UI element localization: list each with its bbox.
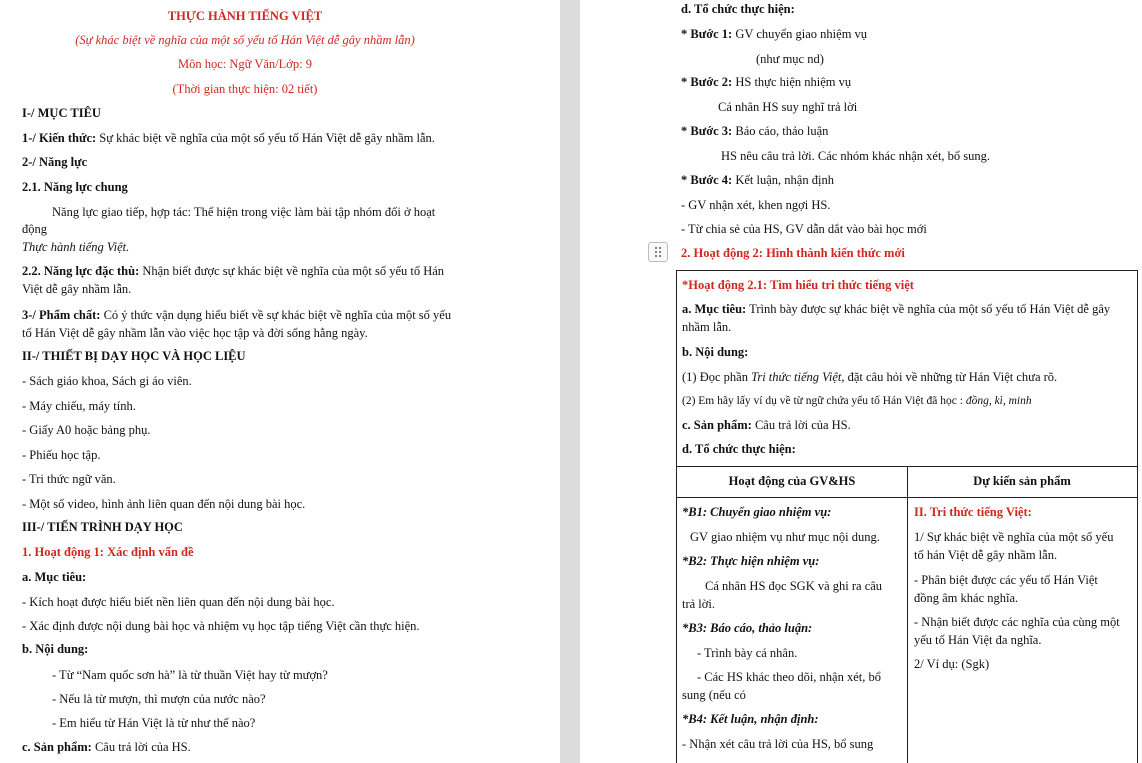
- content-item: - Nếu là từ mượn, thì mượn của nước nào?: [52, 692, 266, 706]
- step-1-text: GV chuyển giao nhiệm vụ: [732, 27, 868, 41]
- general-text-1: Năng lực giao tiếp, hợp tác: Thể hiện trong việc làm bài tập nhóm đối ở hoạt: [52, 205, 436, 219]
- doc-subject: Môn học: Ngữ Văn/Lớp: 9: [178, 57, 312, 71]
- box-content-1-part: (1) Đọc phần: [682, 370, 752, 384]
- step-1-label: * Bước 1:: [681, 27, 733, 41]
- knowledge-label: 1-/ Kiến thức:: [22, 131, 97, 145]
- table-b1-text: GV giao nhiệm vụ như mục nội dung.: [690, 530, 880, 544]
- box-content-2-part: (2) Em hãy lấy ví dụ về từ ngữ chứa yếu tố Hán Việt đã học :: [682, 395, 966, 407]
- step-3-label: * Bước 3:: [681, 124, 733, 138]
- table-b1-label: *B1: Chuyển giao nhiệm vụ:: [682, 505, 832, 519]
- heading-equipment: II-/ THIẾT BỊ DẠY HỌC VÀ HỌC LIỆU: [22, 349, 246, 363]
- page-gap: [560, 0, 580, 763]
- step-1-sub: (như mục nd): [756, 52, 824, 66]
- knowledge-line: [22, 131, 435, 145]
- aim-item: - Xác định được nội dung bài học và nhiệm vụ học tập tiếng Việt cần thực hiện.: [22, 619, 420, 633]
- heading-competence: 2-/ Năng lực: [22, 155, 88, 169]
- table-b2-text: Cá nhân HS đọc SGK và ghi ra câu: [705, 579, 883, 593]
- table-b4-label: *B4: Kết luận, nhận định:: [682, 712, 819, 726]
- box-heading-organize: d. Tổ chức thực hiện:: [682, 442, 796, 456]
- doc-duration: (Thời gian thực hiện: 02 tiết): [172, 82, 318, 96]
- table-knowledge-text: đồng âm khác nghĩa.: [914, 591, 1019, 605]
- equipment-item: - Một số video, hình ảnh liên quan đến nội dung bài học.: [22, 497, 306, 511]
- box-content-1-part: , đặt câu hỏi về những từ Hán Việt chưa rõ.: [841, 370, 1058, 384]
- document-page-right: [580, 0, 1142, 763]
- equipment-item: - Giấy A0 hoặc bảng phụ.: [22, 423, 151, 437]
- step-4-line: [681, 173, 834, 187]
- box-aim-line-1: [682, 302, 1110, 316]
- conclusion-item: - GV nhận xét, khen ngợi HS.: [681, 198, 831, 212]
- heading-general-competence: 2.1. Năng lực chung: [22, 180, 128, 194]
- box-product-text: Câu trả lời của HS.: [751, 418, 851, 432]
- step-4-label: * Bước 4:: [681, 173, 733, 187]
- heading-activity-1: 1. Hoạt động 1: Xác định vấn đề: [22, 545, 194, 559]
- general-text-3: Thực hành tiếng Việt.: [22, 240, 130, 254]
- knowledge-text: Sự khác biệt về nghĩa của một số yếu tố Hán Việt dễ gây nhầm lẫn.: [96, 131, 435, 145]
- table-knowledge-heading: II. Tri thức tiếng Việt:: [914, 505, 1032, 519]
- equipment-item: - Máy chiếu, máy tính.: [22, 399, 136, 413]
- specific-label: 2.2. Năng lực đặc thù:: [22, 264, 140, 278]
- heading-process: III-/ TIẾN TRÌNH DẠY HỌC: [22, 520, 183, 534]
- heading-objectives: I-/ MỤC TIÊU: [22, 106, 101, 120]
- document-page-left: [0, 0, 560, 763]
- content-item: - Từ “Nam quốc sơn hà” là từ thuần Việt hay từ mượn?: [52, 668, 328, 682]
- table-b3-text: sung (nếu có: [682, 688, 746, 702]
- box-content-2: [682, 394, 1032, 408]
- heading-content: b. Nội dung:: [22, 642, 89, 656]
- equipment-item: - Phiếu học tập.: [22, 448, 101, 462]
- box-aim-text: Trình bày được sự khác biệt về nghĩa của một số yếu tố Hán Việt dễ gây: [746, 302, 1111, 316]
- heading-activity-2: 2. Hoạt động 2: Hình thành kiến thức mới: [681, 246, 905, 260]
- content-item: - Em hiểu từ Hán Việt là từ như thế nào?: [52, 716, 256, 730]
- product-label: c. Sản phẩm:: [22, 740, 92, 754]
- table-knowledge-text: - Nhận biết được các nghĩa của cùng một: [914, 615, 1120, 629]
- step-1-line: [681, 27, 867, 41]
- specific-text: Nhận biết được sự khác biệt về nghĩa của một số yếu tố Hán: [139, 264, 445, 278]
- box-product-label: c. Sản phẩm:: [682, 418, 752, 432]
- product-line: [22, 740, 191, 754]
- box-product-line: [682, 418, 851, 432]
- table-knowledge-text: yếu tố Hán Việt đa nghĩa.: [914, 633, 1042, 647]
- quality-line-1: [22, 308, 451, 322]
- box-content-2-italic: đồng, kì, minh: [965, 395, 1032, 407]
- step-2-label: * Bước 2:: [681, 75, 733, 89]
- equipment-item: - Sách giáo khoa, Sách gi áo viên.: [22, 374, 192, 388]
- step-2-line: [681, 75, 851, 89]
- aim-item: - Kích hoạt được hiểu biết nền liên quan đến nội dung bài học.: [22, 595, 335, 609]
- box-heading-content: b. Nội dung:: [682, 345, 749, 359]
- specific-line-1: [22, 264, 444, 278]
- box-aim-label: a. Mục tiêu:: [682, 302, 747, 316]
- step-2-text: HS thực hiện nhiệm vụ: [732, 75, 852, 89]
- step-4-text: Kết luận, nhận định: [732, 173, 834, 187]
- table-example-text: 2/ Ví dụ: (Sgk): [914, 657, 990, 671]
- table-b3-text: - Các HS khác theo dõi, nhận xét, bổ: [697, 670, 881, 684]
- heading-activity-2-1: *Hoạt động 2.1: Tìm hiểu tri thức tiếng việt: [682, 278, 914, 292]
- step-3-text: Báo cáo, thảo luận: [732, 124, 829, 138]
- table-column-divider: [907, 466, 908, 763]
- drag-handle-icon[interactable]: [648, 242, 668, 262]
- step-3-sub: HS nêu câu trả lời. Các nhóm khác nhận xét, bổ sung.: [721, 149, 991, 163]
- heading-aim: a. Mục tiêu:: [22, 570, 87, 584]
- table-b2-text: trả lời.: [682, 597, 715, 611]
- table-header-product: Dự kiến sản phẩm: [973, 474, 1071, 488]
- heading-organize: d. Tổ chức thực hiện:: [681, 2, 795, 16]
- table-b3-text: - Trình bày cá nhân.: [697, 646, 798, 660]
- quality-label: 3-/ Phẩm chất:: [22, 308, 101, 322]
- quality-text: Có ý thức vận dụng hiểu biết về sự khác biệt về nghĩa của một số yếu: [100, 308, 452, 322]
- general-text-2: động: [22, 222, 47, 236]
- specific-line-2: Việt dễ gây nhầm lẫn.: [22, 282, 132, 296]
- step-3-line: [681, 124, 828, 138]
- product-text: Câu trả lời của HS.: [91, 740, 191, 754]
- table-knowledge-text: - Phân biệt được các yếu tố Hán Việt: [914, 573, 1098, 587]
- table-knowledge-text: 1/ Sự khác biệt về nghĩa của một số yếu: [914, 530, 1114, 544]
- box-content-1-italic: Tri thức tiếng Việt: [751, 370, 842, 384]
- doc-subtitle: (Sự khác biệt về nghĩa của một số yếu tố Hán Việt dễ gây nhầm lẫn): [75, 33, 415, 47]
- step-2-sub: Cá nhân HS suy nghĩ trả lời: [718, 100, 858, 114]
- equipment-item: - Tri thức ngữ văn.: [22, 472, 116, 486]
- table-knowledge-text: tố hán Việt dễ gây nhầm lẫn.: [914, 548, 1058, 562]
- table-b3-label: *B3: Báo cáo, thảo luận:: [682, 621, 813, 635]
- table-b2-label: *B2: Thực hiện nhiệm vụ:: [682, 554, 820, 568]
- doc-title: THỰC HÀNH TIẾNG VIỆT: [167, 9, 323, 23]
- table-b4-text: - Nhận xét câu trả lời của HS, bổ sung: [682, 737, 874, 751]
- table-header-activity: Hoạt động của GV&HS: [728, 474, 856, 488]
- box-content-1: [682, 370, 1057, 384]
- box-aim-line-2: nhầm lẫn.: [682, 320, 732, 334]
- conclusion-item: - Từ chia sẻ của HS, GV dẫn dắt vào bài học mới: [681, 222, 927, 236]
- quality-line-2: tố Hán Việt dễ gây nhầm lẫn vào việc học tập và đời sống hằng ngày.: [22, 326, 368, 340]
